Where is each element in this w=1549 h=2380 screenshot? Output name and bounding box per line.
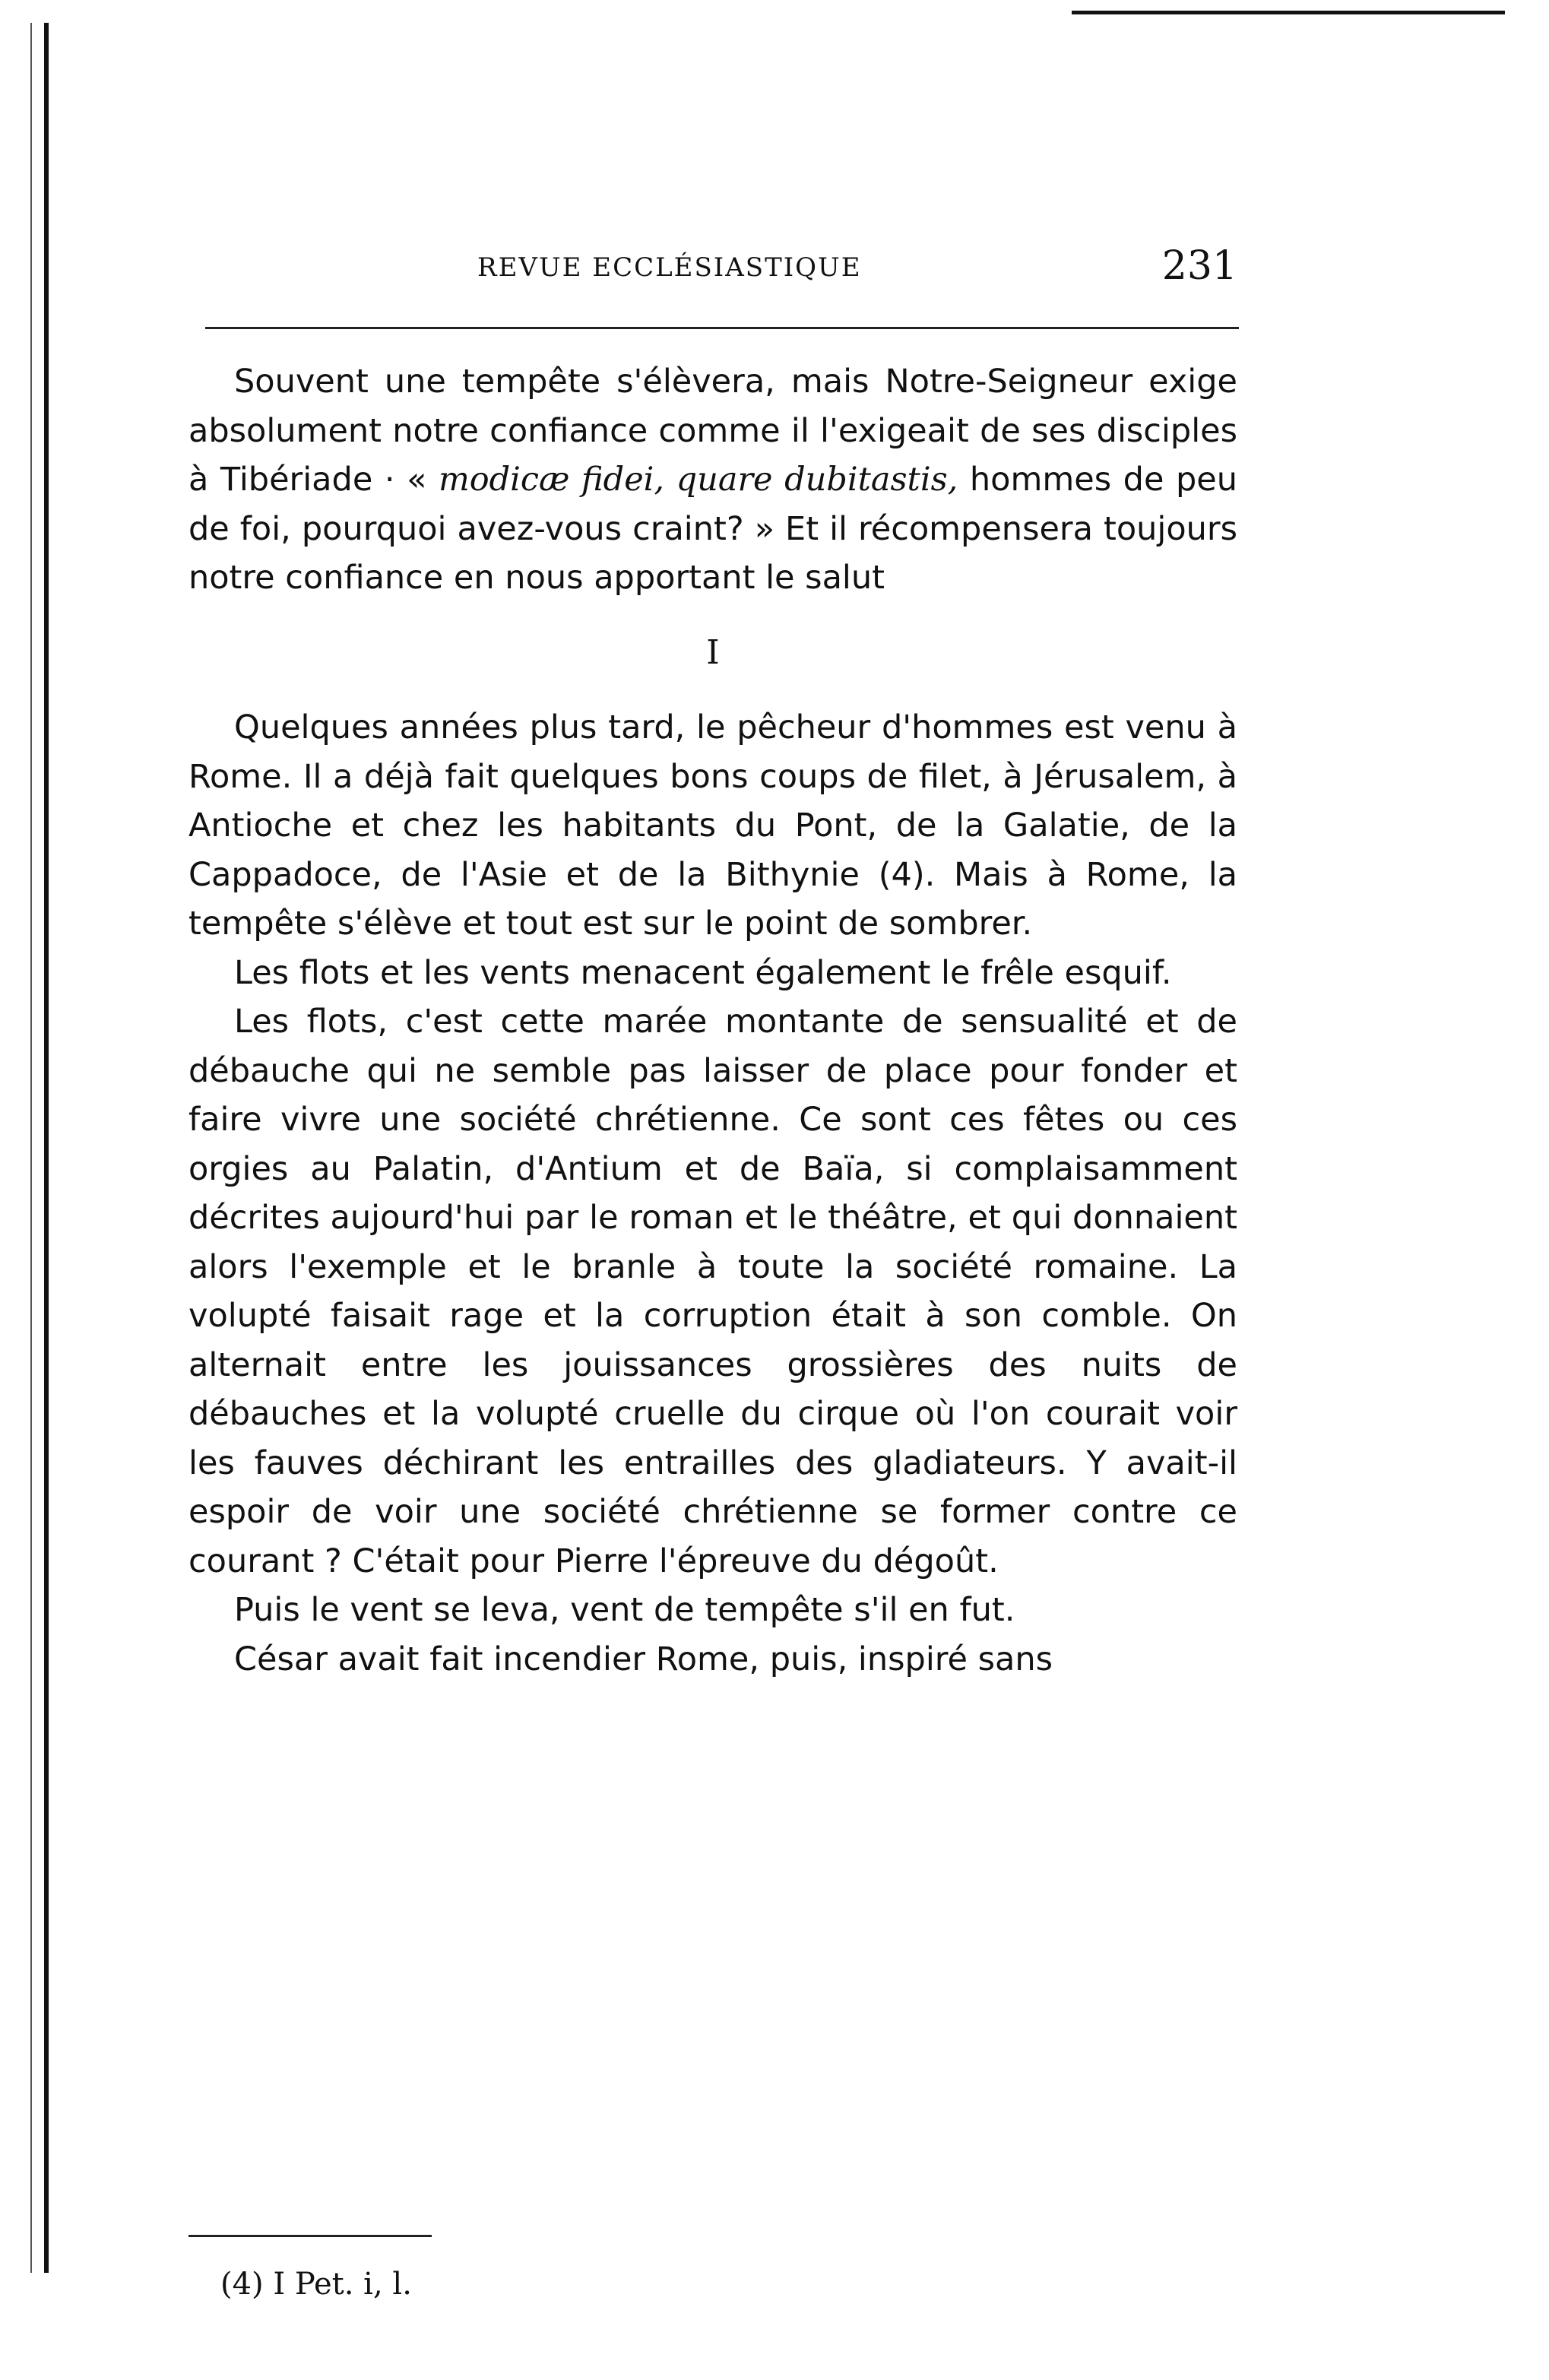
footnote-4: (4) I Pet. i, l. <box>220 2267 412 2302</box>
main-text <box>188 357 1237 1684</box>
paragraph-1-text-b: hommes de peu de foi, pourquoi avez-vous craint? » Et il récompensera toujours notre confiance en nous apportant le salut <box>188 461 1237 597</box>
paragraph-1-text-a: Souvent une tempête s'élèvera, mais Notre-Seigneur exige absolument notre confiance comme il l'exigeait de ses disciples à Tibériade · « <box>188 363 1237 499</box>
page-edge-line <box>30 23 32 2273</box>
latin-quotation: modicæ fidei, quare dubitastis, <box>438 461 958 499</box>
page-binding-edge <box>44 23 49 2273</box>
page-header <box>188 243 1237 304</box>
running-head: REVUE ECCLÉSIASTIQUE <box>477 252 862 283</box>
paragraph-6: César avait fait incendier Rome, puis, inspiré sans <box>234 1640 1053 1678</box>
paragraph-4: Les flots, c'est cette marée montante de sensualité et de débauche qui ne semble pas laisser de place pour fonder et faire vivre une société chrétienne. Ce sont ces fêtes ou ces orgies au Palatin, d'Antium et de Baïa, si complaisamment décrites aujourd'hui par le roman et le théâtre, et qui donnaient alors l'exemple et le branle à toute la société romaine. La volupté faisait rage et la corruption était à son comble. On alternait entre les jouissances grossières des nuits de débauches et la volupté cruelle du cirque où l'on courait voir les fauves déchirant les entrailles des gladiateurs. Y avait-il espoir de voir une société chrétienne se former contre ce courant ? C'était pour Pierre l'épreuve du dégoût. <box>188 1003 1237 1580</box>
section-numeral: I <box>706 632 720 672</box>
header-rule <box>205 327 1239 329</box>
paragraph-3: Les flots et les vents menacent également le frêle esquif. <box>234 953 1172 992</box>
footnote-rule <box>188 2235 432 2237</box>
paragraph-5: Puis le vent se leva, vent de tempête s'il en fut. <box>234 1591 1015 1629</box>
page-number: 231 <box>1161 243 1237 289</box>
paragraph-2: Quelques années plus tard, le pêcheur d'hommes est venu à Rome. Il a déjà fait quelques bons coups de filet, à Jérusalem, à Antioche et chez les habitants du Pont, de la Galatie, de la Cappadoce, de l'Asie et de la Bithynie (4). Mais à Rome, la tempête s'élève et tout est sur le point de sombrer. <box>188 708 1237 943</box>
top-rule <box>1072 11 1505 14</box>
paragraph-1 <box>188 357 1237 603</box>
